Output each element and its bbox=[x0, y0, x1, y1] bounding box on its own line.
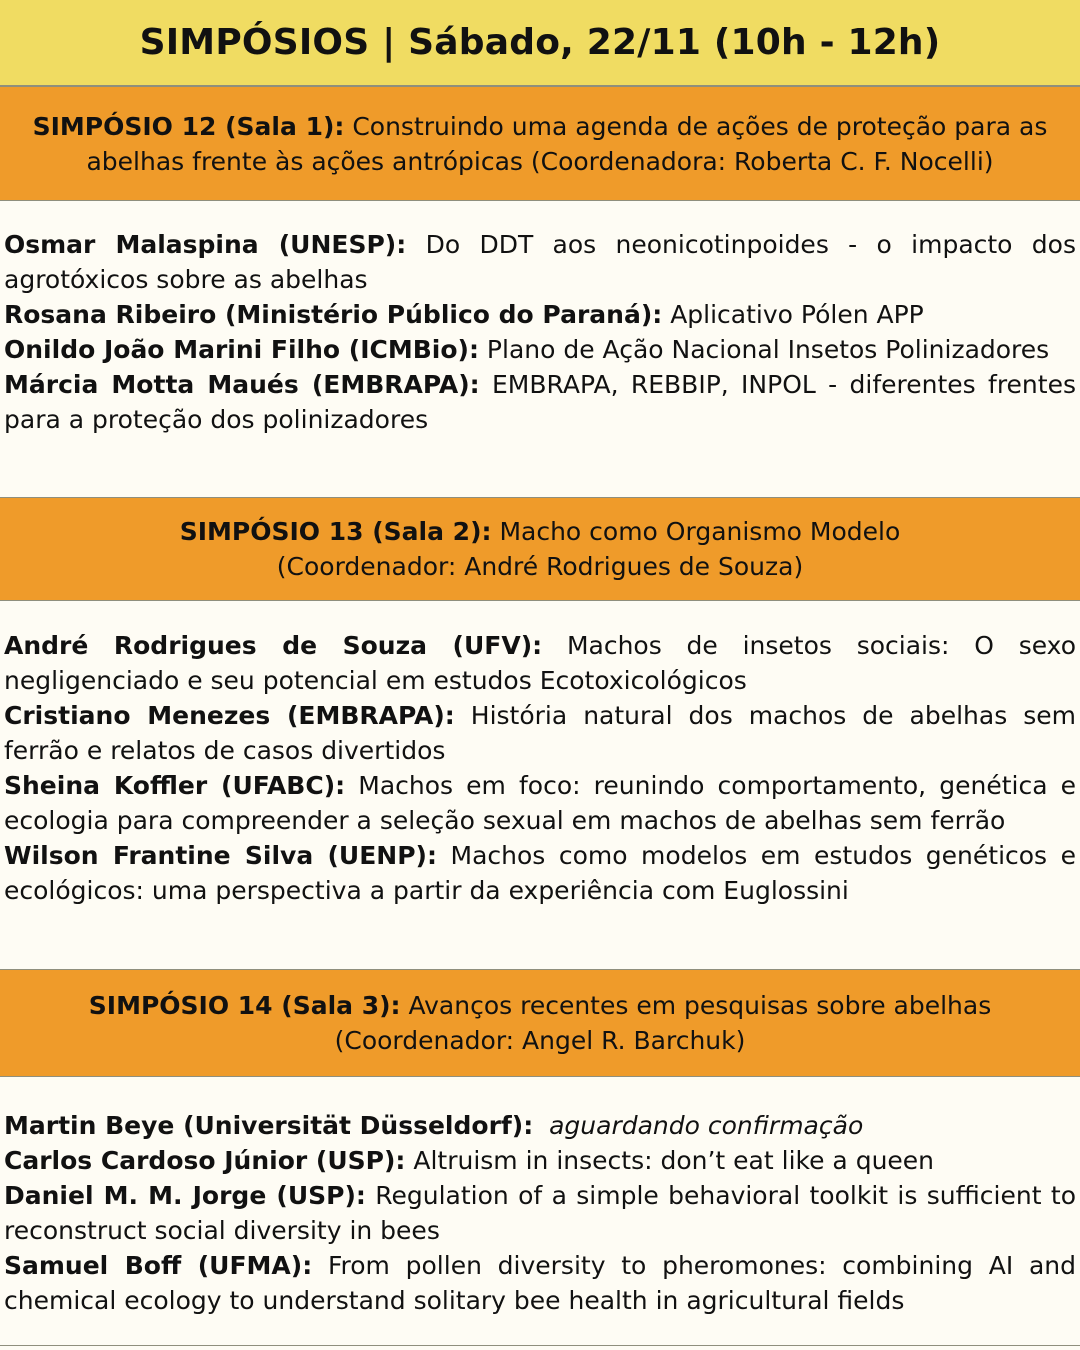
talk-speaker: Daniel M. M. Jorge (USP): bbox=[4, 1181, 366, 1210]
talk-item bbox=[4, 367, 1076, 437]
symposium-12-label: SIMPÓSIO 12 (Sala 1): bbox=[32, 111, 345, 141]
title-bar bbox=[0, 0, 1080, 86]
talk-title: From pollen diversity to pheromones: combining AI and chemical ecology to understand solitary bee health in agricultural fields bbox=[4, 1251, 1076, 1315]
talk-item bbox=[4, 698, 1076, 768]
symposium-13-coordinator: (Coordenador: André Rodrigues de Souza) bbox=[276, 552, 804, 581]
talk-speaker: Wilson Frantine Silva (UENP): bbox=[4, 841, 437, 870]
talk-speaker: Carlos Cardoso Júnior (USP): bbox=[4, 1146, 406, 1175]
page-title: SIMPÓSIOS | Sábado, 22/11 (10h - 12h) bbox=[139, 22, 941, 63]
symposium-13-label: SIMPÓSIO 13 (Sala 2): bbox=[179, 517, 492, 546]
talk-speaker: Onildo João Marini Filho (ICMBio): bbox=[4, 335, 479, 364]
symposium-13-talks bbox=[0, 628, 1080, 908]
talk-item bbox=[4, 1143, 1076, 1178]
symposium-14-topic: Avanços recentes em pesquisas sobre abelhas bbox=[400, 991, 992, 1020]
talk-title: EMBRAPA, REBBIP, INPOL - diferentes frentes para a proteção dos polinizadores bbox=[4, 370, 1076, 434]
talk-speaker: Samuel Boff (UFMA): bbox=[4, 1251, 313, 1280]
symposium-14-label: SIMPÓSIO 14 (Sala 3): bbox=[88, 991, 401, 1020]
symposium-13-header bbox=[0, 497, 1080, 601]
talk-item bbox=[4, 1248, 1076, 1318]
talk-speaker: Márcia Motta Maués (EMBRAPA): bbox=[4, 370, 480, 399]
talk-item bbox=[4, 628, 1076, 698]
symposium-12-header bbox=[0, 86, 1080, 201]
bottom-divider bbox=[0, 1345, 1080, 1346]
talk-speaker: Osmar Malaspina (UNESP): bbox=[4, 230, 407, 259]
symposium-12-talks bbox=[0, 227, 1080, 437]
talk-item bbox=[4, 332, 1076, 367]
talk-title: História natural dos machos de abelhas sem ferrão e relatos de casos divertidos bbox=[4, 701, 1076, 765]
talk-item bbox=[4, 838, 1076, 908]
symposium-12-heading bbox=[4, 109, 1076, 179]
talk-speaker: Sheina Koffler (UFABC): bbox=[4, 771, 346, 800]
symposium-12-topic: Construindo uma agenda de ações de proteção para as abelhas frente às ações antrópicas (Coordenadora: Roberta C. F. Nocelli) bbox=[86, 111, 1048, 176]
talk-title: Plano de Ação Nacional Insetos Polinizadores bbox=[478, 335, 1050, 364]
symposium-14-header bbox=[0, 969, 1080, 1077]
talk-item bbox=[4, 768, 1076, 838]
symposium-14-talks bbox=[0, 1108, 1080, 1318]
talk-title: aguardando confirmação bbox=[549, 1111, 864, 1140]
talk-title: Machos em foco: reunindo comportamento, genética e ecologia para compreender a seleção sexual em machos de abelhas sem ferrão bbox=[4, 771, 1076, 835]
talk-title: Machos de insetos sociais: O sexo negligenciado e seu potencial em estudos Ecotoxicológicos bbox=[4, 631, 1076, 695]
symposium-13-topic: Macho como Organismo Modelo bbox=[491, 517, 901, 546]
talk-speaker: André Rodrigues de Souza (UFV): bbox=[4, 631, 543, 660]
symposium-13-heading bbox=[180, 514, 901, 584]
talk-item bbox=[4, 1108, 1076, 1143]
talk-item bbox=[4, 297, 1076, 332]
talk-speaker: Cristiano Menezes (EMBRAPA): bbox=[4, 701, 455, 730]
symposium-14-heading bbox=[89, 988, 991, 1058]
talk-speaker: Rosana Ribeiro (Ministério Público do Paraná): bbox=[4, 300, 663, 329]
talk-title: Regulation of a simple behavioral toolkit is sufficient to reconstruct social diversity in bees bbox=[4, 1181, 1076, 1245]
symposium-14-coordinator: (Coordenador: Angel R. Barchuk) bbox=[334, 1026, 746, 1055]
talk-title: Machos como modelos em estudos genéticos e ecológicos: uma perspectiva a partir da experiência com Euglossini bbox=[4, 841, 1076, 905]
talk-item bbox=[4, 1178, 1076, 1248]
talk-speaker: Martin Beye (Universität Düsseldorf): bbox=[4, 1111, 534, 1140]
talk-item bbox=[4, 227, 1076, 297]
talk-title: Aplicativo Pólen APP bbox=[662, 300, 924, 329]
talk-title: Altruism in insects: don’t eat like a queen bbox=[405, 1146, 935, 1175]
talk-title: Do DDT aos neonicotinpoides - o impacto dos agrotóxicos sobre as abelhas bbox=[4, 230, 1076, 294]
